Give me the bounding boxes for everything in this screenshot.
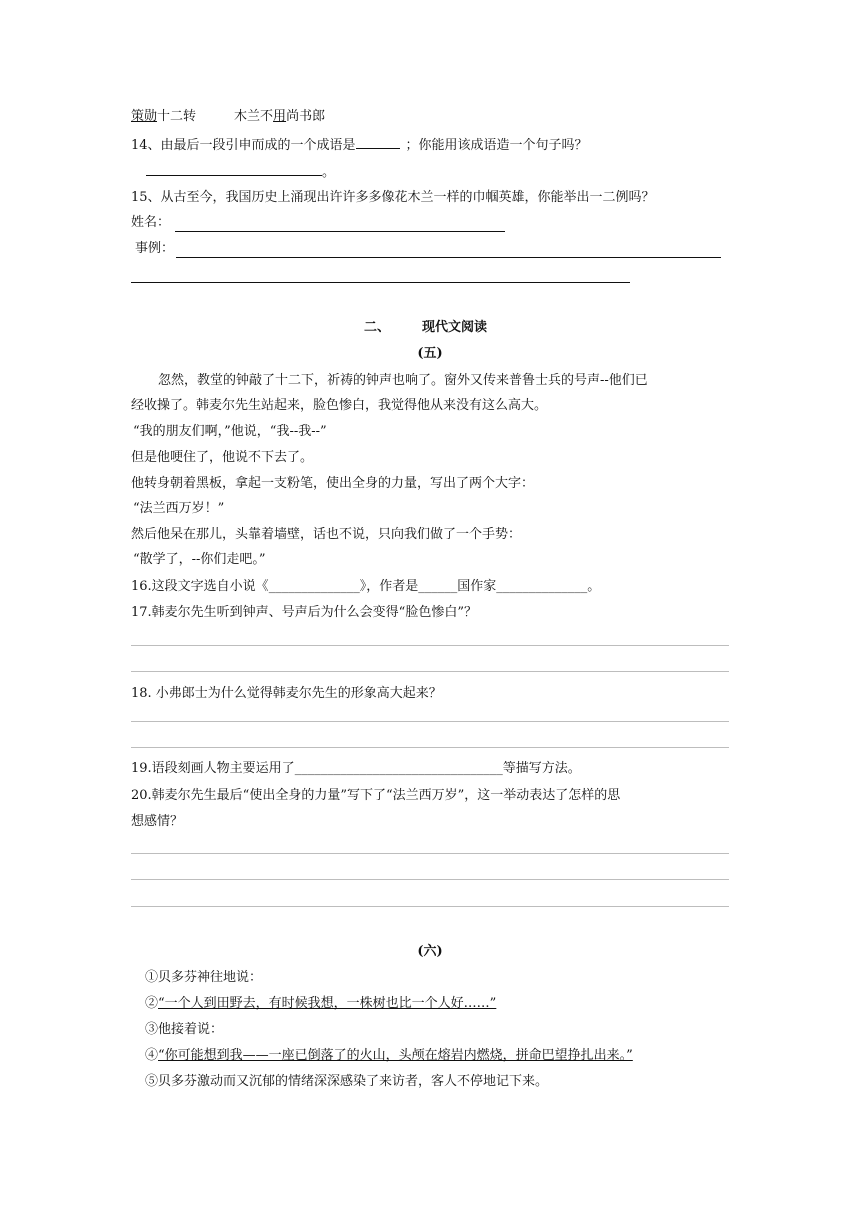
passage-line: ①贝多芬神往地说： [145,970,263,985]
passage-line: ④“你可能想到我——一座已倒落了的火山，头颅在熔岩内燃烧，拼命巴望挣扎出来。” [145,1048,633,1063]
underlined-word: 用 [273,109,287,124]
event-answer-line[interactable] [131,282,630,283]
question-14-answer: 。 [146,163,335,182]
passage-line: ⑤贝多芬激动而又沉郁的情绪深深感染了来访者，客人不停地记下来。 [145,1074,549,1089]
answer-line[interactable] [131,906,729,907]
question-15: 15、从古至今，我国历史上涌现出许许多多像花木兰一样的巾帼英雄，你能举出一二例吗？ [131,190,655,205]
answer-blank[interactable]: ______________ [268,579,360,594]
passage-line: 他转身朝着黑板，拿起一支粉笔，使出全身的力量，写出了两个大字： [131,476,535,491]
passage-line: “法兰西万岁！” [133,501,225,516]
question-16: 16.这段文字选自小说《______________》，作者是______国作家______________。 [131,579,601,594]
answer-blank[interactable]: ______ [418,579,458,594]
underlined-word: 策勋 [131,109,158,124]
question-19: 19.语段刻画人物主要运用了________________________________等描写方法。 [131,761,581,776]
answer-blank[interactable]: ________________________________ [294,761,503,776]
passage-6-heading: (六) [417,944,443,959]
question-17: 17.韩麦尔先生听到钟声、号声后为什么会变得“脸色惨白”？ [131,605,477,620]
answer-blank[interactable]: ______________ [496,579,588,594]
passage-line: “我的朋友们啊，”他说，“我--我--” [133,424,327,439]
passage-line: 经收操了。韩麦尔先生站起来，脸色惨白，我觉得他从来没有这么高大。 [131,398,548,413]
question-20: 20.韩麦尔先生最后“使出全身的力量”写下了“法兰西万岁”，这一举动表达了怎样的思 [131,788,621,803]
question-14: 14、由最后一段引申而成的一个成语是 ；你能用该成语造一个句子吗？ [131,138,588,153]
poem-line: 策勋十二转 木兰不用尚书郎 [131,109,326,124]
section-title: 现代文阅读 [422,320,488,335]
answer-line[interactable] [131,747,729,748]
passage-line: ②“一个人到田野去，有时候我想，一株树也比一个人好……” [145,996,497,1011]
name-label: 姓名： [131,215,171,230]
name-answer-line[interactable] [175,231,505,232]
answer-blank[interactable] [356,136,400,149]
answer-line[interactable] [131,853,729,854]
passage-5-heading: (五) [417,346,443,361]
section-number: 二、 [364,320,391,335]
event-label: 事例： [135,241,175,256]
answer-line[interactable] [131,879,729,880]
answer-line[interactable] [131,671,729,672]
event-answer-line[interactable] [176,257,721,258]
answer-line[interactable] [131,721,729,722]
answer-blank[interactable] [146,163,322,176]
passage-line: 但是他哽住了，他说不下去了。 [131,450,314,465]
passage-line: “散学了，--你们走吧。” [133,552,266,567]
question-18: 18. 小弗郎士为什么觉得韩麦尔先生的形象高大起来？ [131,686,442,701]
underlined-sentence: “你可能想到我——一座已倒落了的火山，头颅在熔岩内燃烧，拼命巴望挣扎出来。” [158,1048,633,1063]
question-20-cont: 想感情？ [131,814,184,829]
passage-line: ③他接着说： [145,1022,224,1037]
passage-line: 忽然，教堂的钟敲了十二下，祈祷的钟声也响了。窗外又传来普鲁士兵的号声--他们已 [158,373,648,388]
answer-line[interactable] [131,645,729,646]
passage-line: 然后他呆在那儿，头靠着墙壁，话也不说，只向我们做了一个手势： [131,527,522,542]
underlined-sentence: “一个人到田野去，有时候我想，一株树也比一个人好……” [158,996,497,1011]
